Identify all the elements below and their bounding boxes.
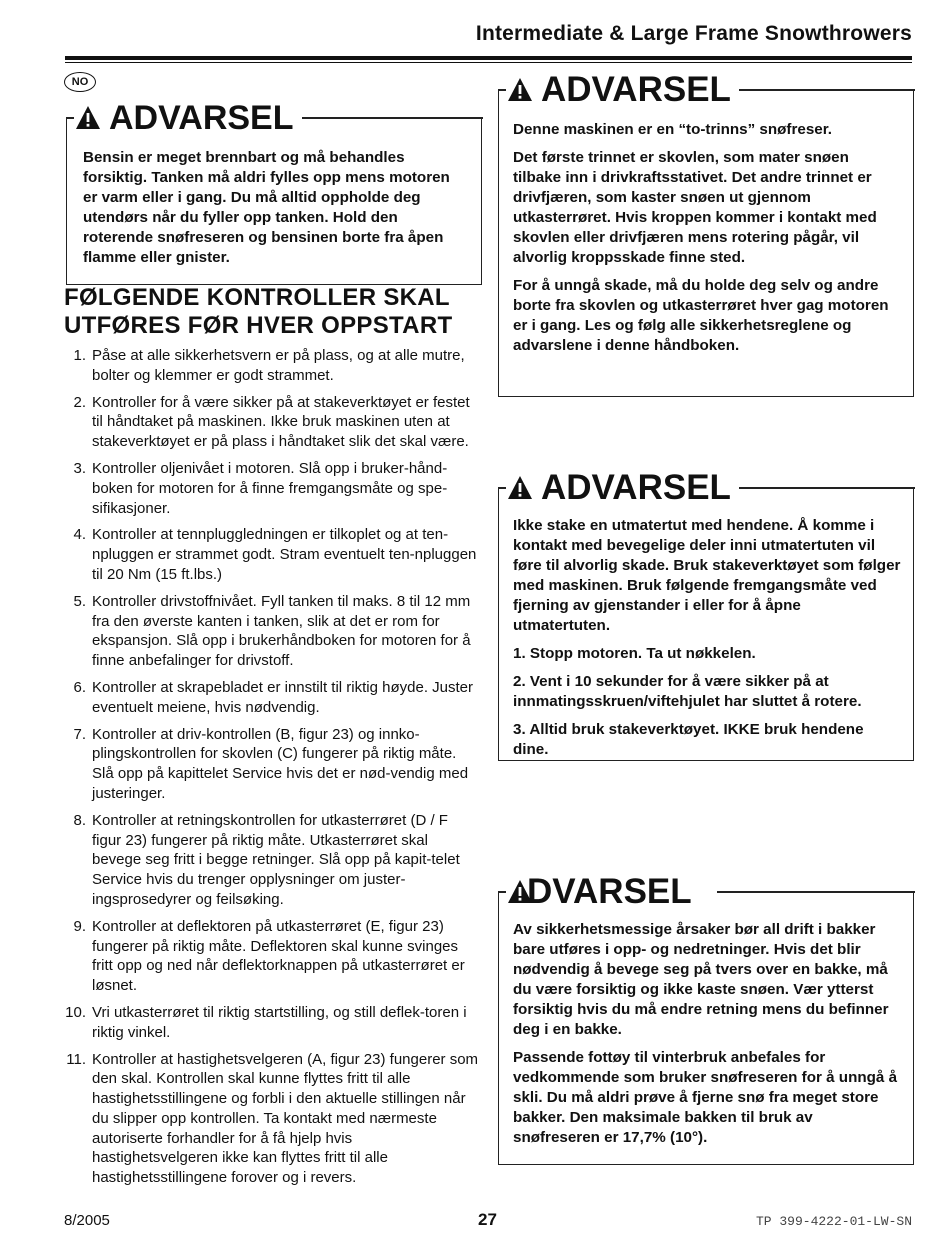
- warning-text: [513, 516, 901, 768]
- list-item: [64, 1050, 480, 1189]
- list-item-text: Kontroller oljenivået i motoren. Slå opp i bruker-hånd-boken for motoren for å finne fremgangsmåte og spe-sifikasjoner.: [92, 459, 448, 517]
- warning-title: ADVARSEL: [541, 70, 731, 109]
- list-item: [64, 346, 480, 386]
- header-rule-thin: [65, 62, 912, 63]
- footer-date: 8/2005: [64, 1212, 110, 1229]
- warning-paragraph: Bensin er meget brennbart og må behandles forsiktig. Tanken må aldri fylles opp mens motoren er varm eller i gang. Du må alltid oppholde deg utendørs når du fyller opp tanken. Hold den roterende snøfreseren og bensinen borte fra åpen flamme eller gnister.: [83, 149, 450, 266]
- list-item-number: 3.: [73, 459, 86, 477]
- list-item-text: Kontroller at hastighetsvelgeren (A, figur 23) fungerer som den skal. Kontrollen skal kunne flyttes fritt til alle hastighetsstillingene og forbli i den aktuelle stillingen når du slipper opp kontrollen. Ta kontakt med nærmeste autoriserte forhandler for å få hjelp hvis hastighetsvelgeren ikke kan flyttes fritt til alle hastighetsstillingene forover og i revers.: [92, 1050, 479, 1187]
- warning-text: [83, 148, 467, 276]
- warning-box-two-stage: [498, 70, 914, 397]
- warning-triangle-icon: [507, 77, 533, 103]
- checklist: [64, 346, 480, 1195]
- list-item: [64, 678, 480, 718]
- list-item-text: Vri utkasterrøret til riktig startstilling, og still deflek-toren i riktig vinkel.: [92, 1003, 467, 1041]
- warning-paragraph: Det første trinnet er skovlen, som mater snøen tilbake inn i drivkraftsstativet. Det andre trinnet er drivfjæren, som kaster snøen ut gjennom utkasterrøret. Hvis kroppen kommer i kontakt med skovlen eller drivfjæren mens rotering pågår, vil alvorlig kroppsskade finne sted.: [513, 149, 877, 266]
- list-item: [64, 811, 480, 910]
- list-item: [64, 592, 480, 671]
- warning-paragraph: Denne maskinen er en “to-trinns” snøfreser.: [513, 121, 833, 138]
- warning-paragraph: Passende fottøy til vinterbruk anbefales for vedkommende som bruker snøfreseren for å unngå å skli. Du må aldri prøve å fjerne snø fra meget store bakker. Den maksimale bakken til bruk av snøfreseren er 17,7% (10°).: [513, 1049, 898, 1146]
- list-item-number: 1.: [73, 347, 86, 364]
- document-code: TP 399-4222-01-LW-SN: [755, 1214, 912, 1229]
- list-item-text: Kontroller drivstoffnivået. Fyll tanken til maks. 8 til 12 mm fra den øverste kanten i tanken, slik at det er rom for ekspansjon. Slå opp i brukerhåndboken for motoren for å finne anbefalinger for drivstoff.: [92, 592, 471, 670]
- warning-title: ADVARSEL: [541, 468, 731, 507]
- warning-title: DVARSEL: [527, 872, 692, 911]
- list-item: [64, 525, 480, 584]
- warning-step: 3. Alltid bruk stakeverktøyet. IKKE bruk hendene dine.: [513, 721, 864, 758]
- list-item-number: 10.: [65, 1003, 86, 1021]
- list-item-text: Kontroller at tennpluggledningen er tilkoplet og at ten-npluggen er strammet godt. Stram eventuelt ten-npluggen til 20 Nm (15 ft.lbs.): [92, 526, 477, 583]
- list-item-text: Kontroller at deflektoren på utkasterrøret (E, figur 23) fungerer på riktig måte. Deflektoren skal kunne svinges fritt opp og ned når deflektorknappen på utkasterrøret er løsnet.: [92, 917, 465, 995]
- list-item-text: Påse at alle sikkerhetsvern er på plass, og at alle mutre, bolter og klemmer er godt strammet.: [92, 347, 465, 384]
- page-number: 27: [478, 1210, 497, 1229]
- list-item: [64, 917, 480, 996]
- list-item-number: 4.: [73, 526, 86, 544]
- header-rule: [65, 56, 912, 60]
- list-item-text: Kontroller at driv-kontrollen (B, figur 23) og innko-plingskontrollen for skovlen (C) fungerer på riktig måte. Slå opp på kapittelet Service hvis det er nød-vendig med justeringer.: [92, 725, 469, 802]
- list-item: [64, 393, 480, 452]
- list-item-text: Kontroller at skrapebladet er innstilt til riktig høyde. Juster eventuelt meiene, hvis nødvendig.: [92, 678, 473, 716]
- warning-title: ADVARSEL: [109, 99, 294, 137]
- warning-triangle-icon: [75, 105, 101, 131]
- list-item-text: Kontroller at retningskontrollen for utkasterrøret (D / F figur 23) fungerer på riktig måte. Utkasterrøret skal bevege seg fritt i begge retninger. Slå opp på kapit-telet Service hvis du trenger opplysninger om juster-ingsprosedyrer og feilsøking.: [92, 811, 460, 908]
- checklist-heading-line1: FØLGENDE KONTROLLER SKAL: [64, 284, 450, 311]
- warning-step: 2. Vent i 10 sekunder for å være sikker på at innmatingsskruen/viftehjulet har sluttet å rotere.: [513, 673, 862, 710]
- list-item-number: 7.: [73, 725, 86, 743]
- list-item: [64, 725, 480, 804]
- warning-text: [513, 920, 901, 1156]
- list-item-number: 5.: [73, 592, 86, 610]
- warning-box-slopes: [498, 872, 914, 1165]
- list-item-number: 8.: [73, 811, 86, 829]
- warning-text: [513, 120, 901, 364]
- list-item-number: 6.: [73, 678, 86, 696]
- warning-paragraph: For å unngå skade, må du holde deg selv og andre borte fra skovlen og utkasterrøret hver gag motoren er i gang. Les og følg alle sikkerhetsreglene og advarslene i denne håndboken.: [513, 277, 889, 354]
- list-item: [64, 459, 480, 518]
- warning-triangle-icon: [507, 475, 533, 501]
- list-item-number: 9.: [73, 917, 86, 935]
- language-badge: NO: [64, 72, 96, 92]
- list-item-number: 2.: [73, 393, 86, 411]
- warning-step: 1. Stopp motoren. Ta ut nøkkelen.: [513, 645, 756, 662]
- warning-box-fuel: [66, 99, 482, 285]
- checklist-heading-line2: UTFØRES FØR HVER OPPSTART: [64, 312, 453, 339]
- list-item-number: 11.: [66, 1050, 86, 1068]
- list-item: [64, 1003, 480, 1043]
- warning-paragraph: Av sikkerhetsmessige årsaker bør all drift i bakker bare utføres i opp- og nedretninger. Hvis det blir nødvendig å bevege seg på tvers over en bakke, må du være forsiktig og ikke kaste snøen. Vær ytterst forsiktig hvis du må endre retning mens du befinner deg i en bakke.: [513, 921, 889, 1038]
- list-item-text: Kontroller for å være sikker på at stakeverktøyet er festet til håndtaket på maskinen. Ikke bruk maskinen uten at stakeverktøyet er på plass i håndtaket slik det skal være.: [92, 393, 470, 451]
- warning-box-chute: [498, 468, 914, 761]
- checklist-heading: [64, 284, 484, 340]
- warning-paragraph: Ikke stake en utmatertut med hendene. Å komme i kontakt med bevegelige deler inni utmatertuten vil føre til alvorlig skade. Bruk stakeverktøyet som følger med maskinen. Bruk følgende fremgangsmåte ved fjerning av gjenstander i eller for å åpne utmatertuten.: [513, 517, 901, 634]
- header-title: Intermediate & Large Frame Snowthrowers: [475, 22, 912, 45]
